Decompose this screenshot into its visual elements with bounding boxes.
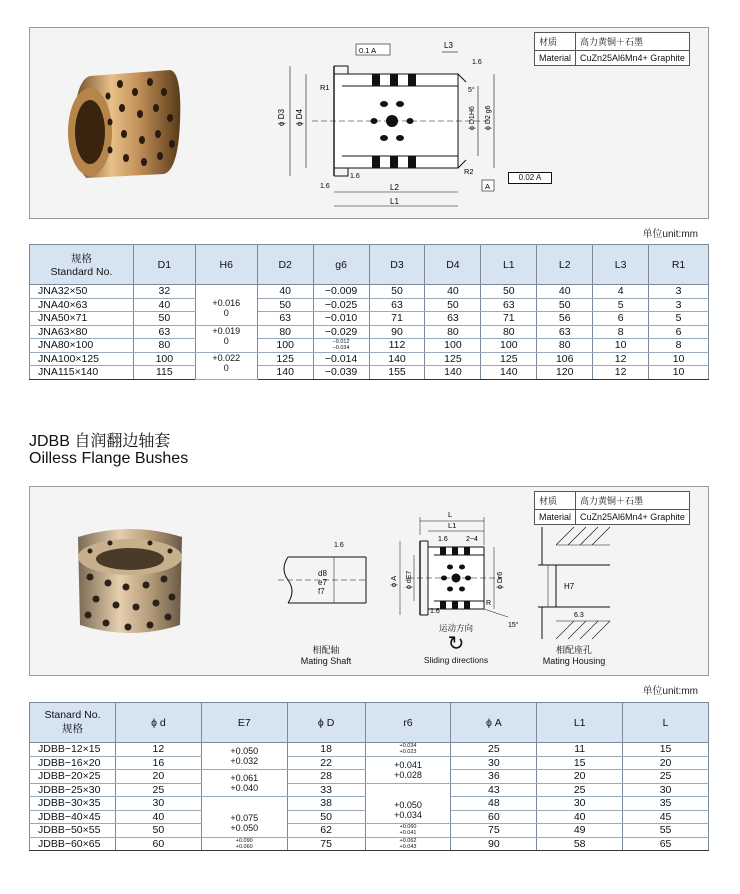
table-row: JNA40×63 40 +0.016 0 50 −0.025 63 50 63 50 5 3 bbox=[30, 298, 709, 312]
sliding-direction: 运动方向 ↻ Sliding directions bbox=[410, 623, 502, 665]
material-label-en: Material bbox=[535, 510, 576, 525]
shaft-fit-labels: d8 e7 f7 bbox=[318, 569, 327, 596]
tolerance-bottom-box: 0.02 A bbox=[508, 172, 552, 184]
roughness-3: 1.6 bbox=[472, 59, 482, 66]
header-l1: L1 bbox=[537, 703, 623, 743]
mating-housing-drawing bbox=[534, 521, 614, 643]
rotation-arrow-icon: ↻ bbox=[447, 633, 465, 655]
jdbb-spec-table bbox=[29, 702, 709, 851]
dim-l1: L1 bbox=[390, 197, 399, 206]
header-l2: L2 bbox=[537, 245, 593, 285]
e7-tolerance-group-3: +0.075 +0.050 bbox=[201, 810, 287, 837]
e7-tolerance-group-1: +0.050 +0.032 bbox=[201, 743, 287, 770]
material-value-en: CuZn25Al6Mn4+ Graphite bbox=[576, 510, 690, 525]
section-title-en: Oilless Flange Bushes bbox=[29, 450, 189, 467]
header-phi-d: ϕ d bbox=[115, 703, 201, 743]
angle-label: 5° bbox=[468, 87, 475, 94]
bush-dim-a: ϕ A bbox=[389, 575, 398, 587]
unit-label-1: 单位unit:mm bbox=[642, 229, 698, 240]
table-row: JDBB−25×30 25 33 43 25 30 bbox=[30, 783, 709, 797]
roughness-1: 1.6 bbox=[350, 173, 360, 180]
header-l1: L1 bbox=[481, 245, 537, 285]
header-d2: D2 bbox=[257, 245, 313, 285]
r6-tolerance-row1: +0.034 +0.023 bbox=[365, 743, 451, 757]
table-row: JDBB−16×20 16 22 +0.041 +0.028 30 15 20 bbox=[30, 756, 709, 770]
tolerance-top: 0.1 A bbox=[359, 46, 377, 55]
header-h6: H6 bbox=[195, 245, 257, 285]
bush-radius: R bbox=[486, 600, 492, 607]
dim-d3: ϕ D3 bbox=[277, 109, 286, 126]
datum-a: A bbox=[485, 182, 491, 191]
dim-d1: ϕ D1H6 bbox=[469, 106, 476, 130]
material-table-jna bbox=[534, 32, 690, 66]
bush-roughness: 1.6 bbox=[438, 536, 448, 543]
header-r6: r6 bbox=[365, 703, 451, 743]
housing-roughness: 6.3 bbox=[574, 612, 584, 619]
table-row: JNA115×140 115 140 −0.039 155 140 140 120 12 10 bbox=[30, 366, 709, 380]
bush-dim-de7: ϕ dE7 bbox=[406, 570, 413, 589]
r6-tolerance-group-1: +0.041 +0.028 bbox=[365, 756, 451, 783]
table-row: JNA32×50 32 40 −0.009 50 40 50 40 4 3 bbox=[30, 285, 709, 299]
bush-gap: 2~4 bbox=[466, 536, 478, 543]
header-d1: D1 bbox=[133, 245, 195, 285]
header-standard-no: Stanard No. 规格 bbox=[30, 703, 116, 743]
e7-tolerance-group-2: +0.061 +0.040 bbox=[201, 770, 287, 797]
table-row: JNA80×100 80 100 −0.012 −0.034 112 100 100 80 10 8 bbox=[30, 339, 709, 353]
product-panel-jna bbox=[29, 27, 709, 219]
shaft-label: 相配轴 Mating Shaft bbox=[300, 645, 352, 666]
flange-bush-cross-section bbox=[378, 505, 528, 641]
e7-tolerance-group-4: +0.090 +0.060 bbox=[201, 837, 287, 851]
header-phi-D: ϕ D bbox=[287, 703, 365, 743]
dim-l2: L2 bbox=[390, 183, 399, 192]
jna-cross-section-drawing bbox=[272, 34, 502, 214]
material-label-cn: 材质 bbox=[535, 33, 576, 51]
table-row: JDBB−40×45 40 +0.075 +0.050 50 60 40 45 bbox=[30, 810, 709, 824]
header-phi-a: ϕ A bbox=[451, 703, 537, 743]
bush-dim-l: L bbox=[448, 510, 453, 519]
header-d4: D4 bbox=[425, 245, 481, 285]
table-row: JDBB−50×55 50 62 +0.060 +0.041 75 49 55 bbox=[30, 824, 709, 838]
dim-d4: ϕ D4 bbox=[295, 109, 304, 126]
bush-roughness-2: 1.6 bbox=[430, 608, 440, 615]
bushing-photo bbox=[60, 62, 192, 184]
label-r1: R1 bbox=[320, 83, 330, 92]
material-label-cn: 材质 bbox=[535, 492, 576, 510]
table-row: JNA50×71 50 63 −0.010 71 63 71 56 6 5 bbox=[30, 312, 709, 326]
table-row: JDBB−30×35 30 38 +0.050 +0.034 48 30 35 bbox=[30, 797, 709, 811]
header-l3: L3 bbox=[593, 245, 649, 285]
table-row: JDBB−60×65 60 +0.090 +0.060 75 +0.062 +0.043 90 58 65 bbox=[30, 837, 709, 851]
r6-tolerance-group-2: +0.050 +0.034 bbox=[365, 797, 451, 824]
h6-tolerance-group-2: +0.019 0 bbox=[195, 325, 257, 352]
header-e7: E7 bbox=[201, 703, 287, 743]
material-value-cn: 高力黄铜＋石墨 bbox=[576, 33, 690, 51]
table-row: JNA63×80 63 +0.019 0 80 −0.029 90 80 80 63 8 6 bbox=[30, 325, 709, 339]
roughness-2: 1.6 bbox=[320, 183, 330, 190]
housing-fit: H7 bbox=[564, 582, 575, 591]
dim-d2: ϕ D2 g6 bbox=[485, 105, 492, 130]
flange-bushing-photo bbox=[60, 517, 200, 645]
dim-l3: L3 bbox=[444, 41, 453, 50]
h6-tolerance-group-1: +0.016 0 bbox=[195, 298, 257, 325]
table-row: JDBB−12×15 12 +0.050 +0.032 18 +0.034 +0.023 25 11 15 bbox=[30, 743, 709, 757]
shaft-roughness: 1.6 bbox=[334, 542, 344, 549]
unit-label-2: 单位unit:mm bbox=[642, 686, 698, 697]
material-label-en: Material bbox=[535, 51, 576, 66]
bush-dim-l1: L1 bbox=[448, 521, 457, 530]
header-g6: g6 bbox=[313, 245, 369, 285]
material-value-en: CuZn25Al6Mn4+ Graphite bbox=[576, 51, 690, 66]
header-l: L bbox=[623, 703, 709, 743]
r6-tolerance-row7: +0.060 +0.041 bbox=[365, 824, 451, 838]
bush-angle: 15° bbox=[508, 622, 519, 629]
table-row: JNA100×125 100 +0.022 0 125 −0.014 140 125 125 106 12 10 bbox=[30, 352, 709, 366]
housing-label: 相配座孔 Mating Housing bbox=[542, 645, 606, 666]
jna-spec-table bbox=[29, 244, 709, 380]
h6-tolerance-group-3: +0.022 0 bbox=[195, 352, 257, 379]
bush-dim-dr6: ϕ Dr6 bbox=[497, 571, 504, 589]
product-panel-jdbb bbox=[29, 486, 709, 676]
material-table-jdbb bbox=[534, 491, 690, 525]
table-row: JDBB−20×25 20 +0.061 +0.040 28 36 20 25 bbox=[30, 770, 709, 784]
section-title-cn: JDBB 自润翻边轴套 bbox=[29, 433, 171, 450]
label-r2: R2 bbox=[464, 167, 474, 176]
r6-tolerance-row8: +0.062 +0.043 bbox=[365, 837, 451, 851]
header-r1: R1 bbox=[649, 245, 709, 285]
header-d3: D3 bbox=[369, 245, 425, 285]
header-standard-no: 规格 Standard No. bbox=[30, 245, 134, 285]
material-value-cn: 高力黄铜＋石墨 bbox=[576, 492, 690, 510]
g6-tolerance-row5: −0.012 −0.034 bbox=[313, 339, 369, 353]
